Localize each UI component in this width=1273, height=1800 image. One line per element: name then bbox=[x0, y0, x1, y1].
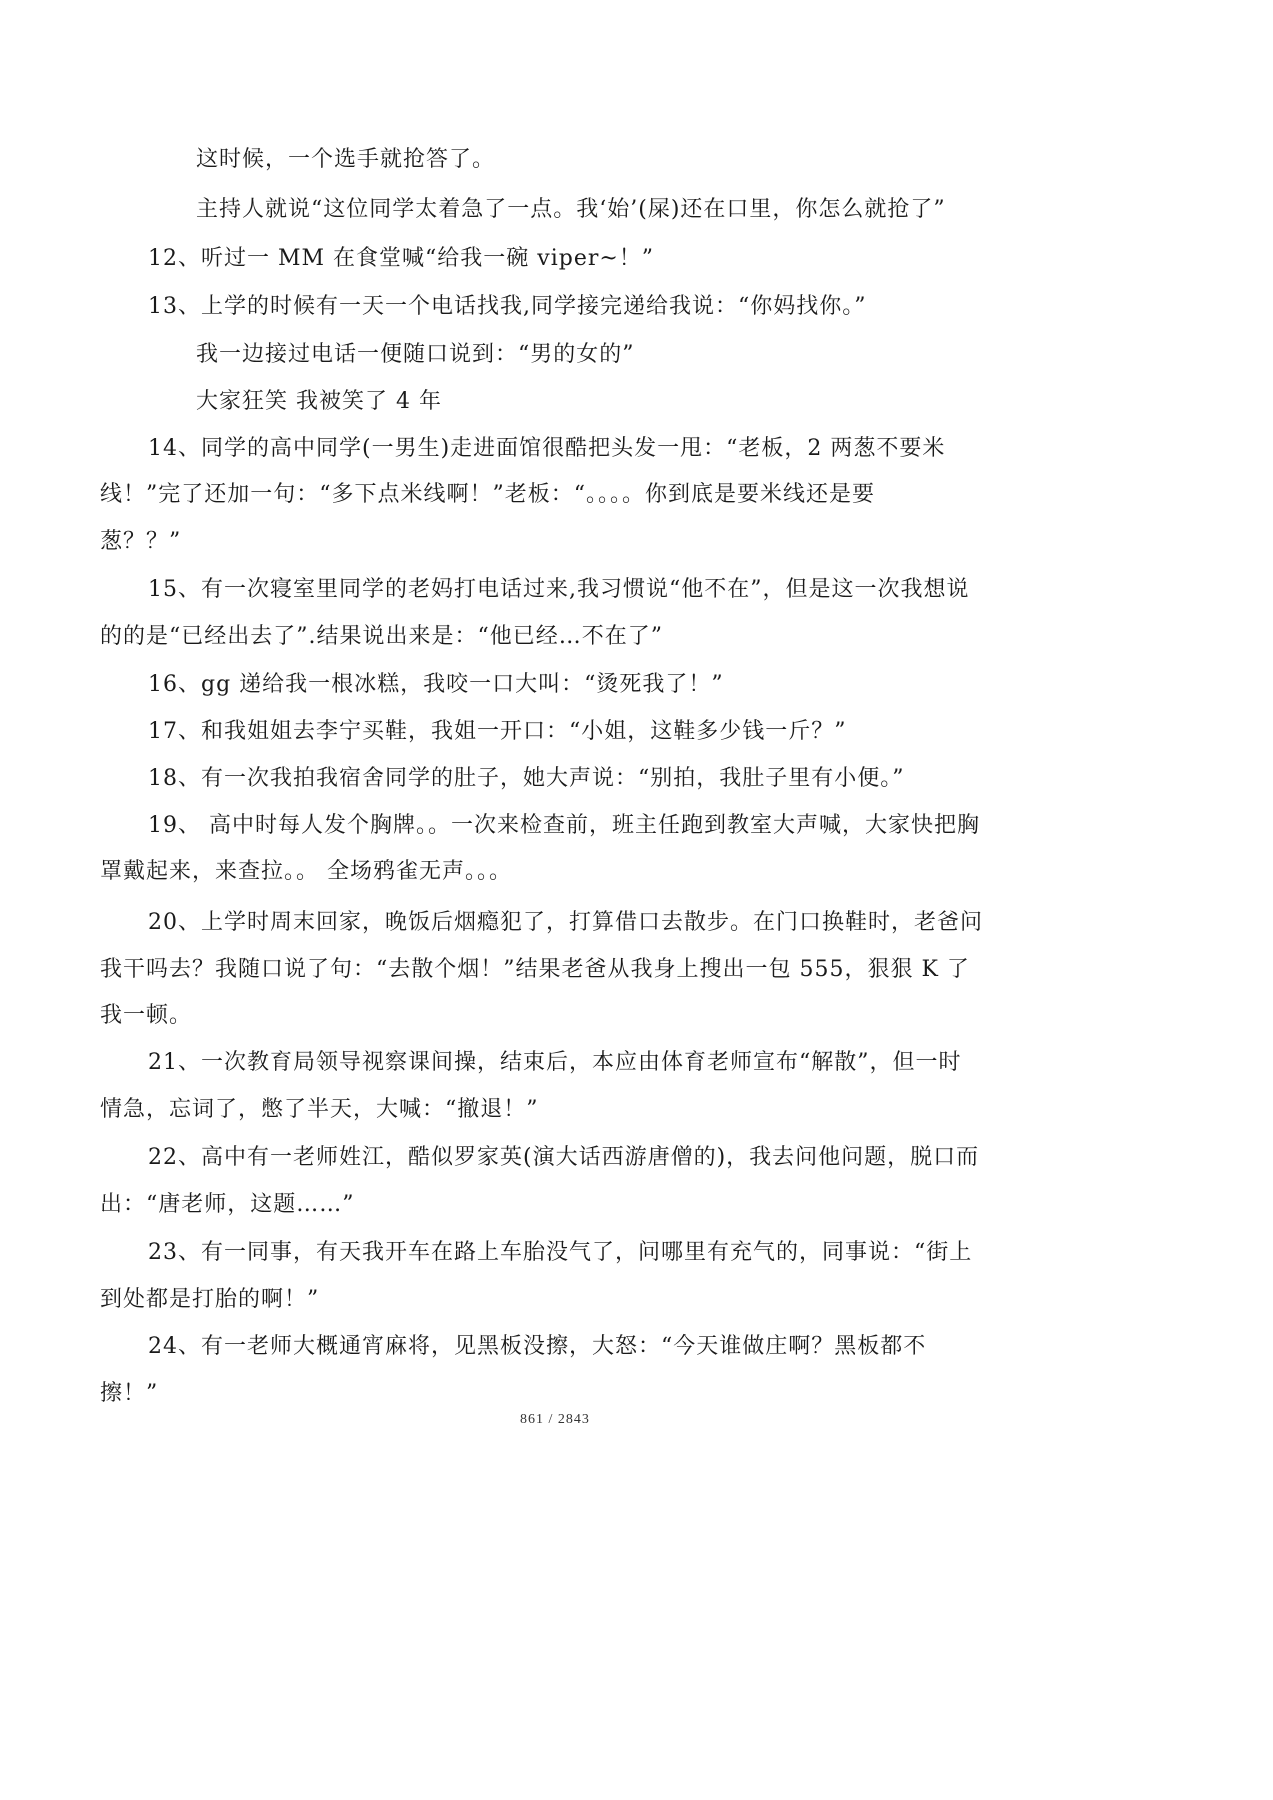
text-line: 14、同学的高中同学(一男生)走进面馆很酷把头发一甩：“老板，2 两葱不要米 bbox=[148, 436, 946, 461]
text-line: 罩戴起来，来查拉。。 全场鸦雀无声。。。 bbox=[100, 859, 512, 884]
text-line: 17、和我姐姐去李宁买鞋，我姐一开口：“小姐，这鞋多少钱一斤？” bbox=[148, 719, 847, 744]
text-line: 葱？？” bbox=[100, 529, 182, 554]
text-line: 我干吗去？我随口说了句：“去散个烟！”结果老爸从我身上搜出一包 555，狠狠 K 了 bbox=[100, 957, 970, 982]
text-line: 我一顿。 bbox=[100, 1003, 193, 1028]
text-line: 大家狂笑 我被笑了 4 年 bbox=[196, 389, 442, 414]
text-line: 22、高中有一老师姓江，酷似罗家英(演大话西游唐僧的)，我去问他问题，脱口而 bbox=[148, 1145, 980, 1170]
text-line: 18、有一次我拍我宿舍同学的肚子，她大声说：“别拍，我肚子里有小便。” bbox=[148, 766, 905, 791]
text-line: 24、有一老师大概通宵麻将，见黑板没擦，大怒：“今天谁做庄啊？黑板都不 bbox=[148, 1334, 927, 1359]
text-line: 到处都是打胎的啊！” bbox=[100, 1287, 320, 1312]
text-line: 20、上学时周末回家，晚饭后烟瘾犯了，打算借口去散步。在门口换鞋时，老爸问 bbox=[148, 910, 983, 935]
text-line: 15、有一次寝室里同学的老妈打电话过来,我习惯说“他不在”，但是这一次我想说 bbox=[148, 577, 970, 602]
text-line: 我一边接过电话一便随口说到：“男的女的” bbox=[196, 342, 635, 367]
text-line: 19、 高中时每人发个胸牌。。一次来检查前，班主任跑到教室大声喊，大家快把胸 bbox=[148, 813, 980, 838]
text-line: 12、听过一 MM 在食堂喊“给我一碗 viper~！” bbox=[148, 246, 655, 271]
text-line: 主持人就说“这位同学太着急了一点。我‘始’(屎)还在口里，你怎么就抢了” bbox=[196, 197, 946, 222]
text-line: 23、有一同事，有天我开车在路上车胎没气了，问哪里有充气的，同事说：“街上 bbox=[148, 1240, 973, 1265]
text-line: 的的是“已经出去了”.结果说出来是：“他已经…不在了” bbox=[100, 624, 663, 649]
text-line: 情急，忘词了，憋了半天，大喊：“撤退！” bbox=[100, 1097, 539, 1122]
text-line: 13、上学的时候有一天一个电话找我,同学接完递给我说：“你妈找你。” bbox=[148, 294, 867, 319]
text-line: 这时候，一个选手就抢答了。 bbox=[196, 147, 496, 172]
text-line: 线！”完了还加一句：“多下点米线啊！”老板：“。。。。你到底是要米线还是要 bbox=[100, 482, 875, 507]
page-number: 861 / 2843 bbox=[520, 1412, 590, 1427]
text-line: 擦！” bbox=[100, 1381, 159, 1406]
text-line: 出：“唐老师，这题……” bbox=[100, 1192, 355, 1217]
text-line: 21、一次教育局领导视察课间操，结束后，本应由体育老师宣布“解散”，但一时 bbox=[148, 1050, 962, 1075]
text-line: 16、gg 递给我一根冰糕，我咬一口大叫：“烫死我了！” bbox=[148, 672, 724, 697]
